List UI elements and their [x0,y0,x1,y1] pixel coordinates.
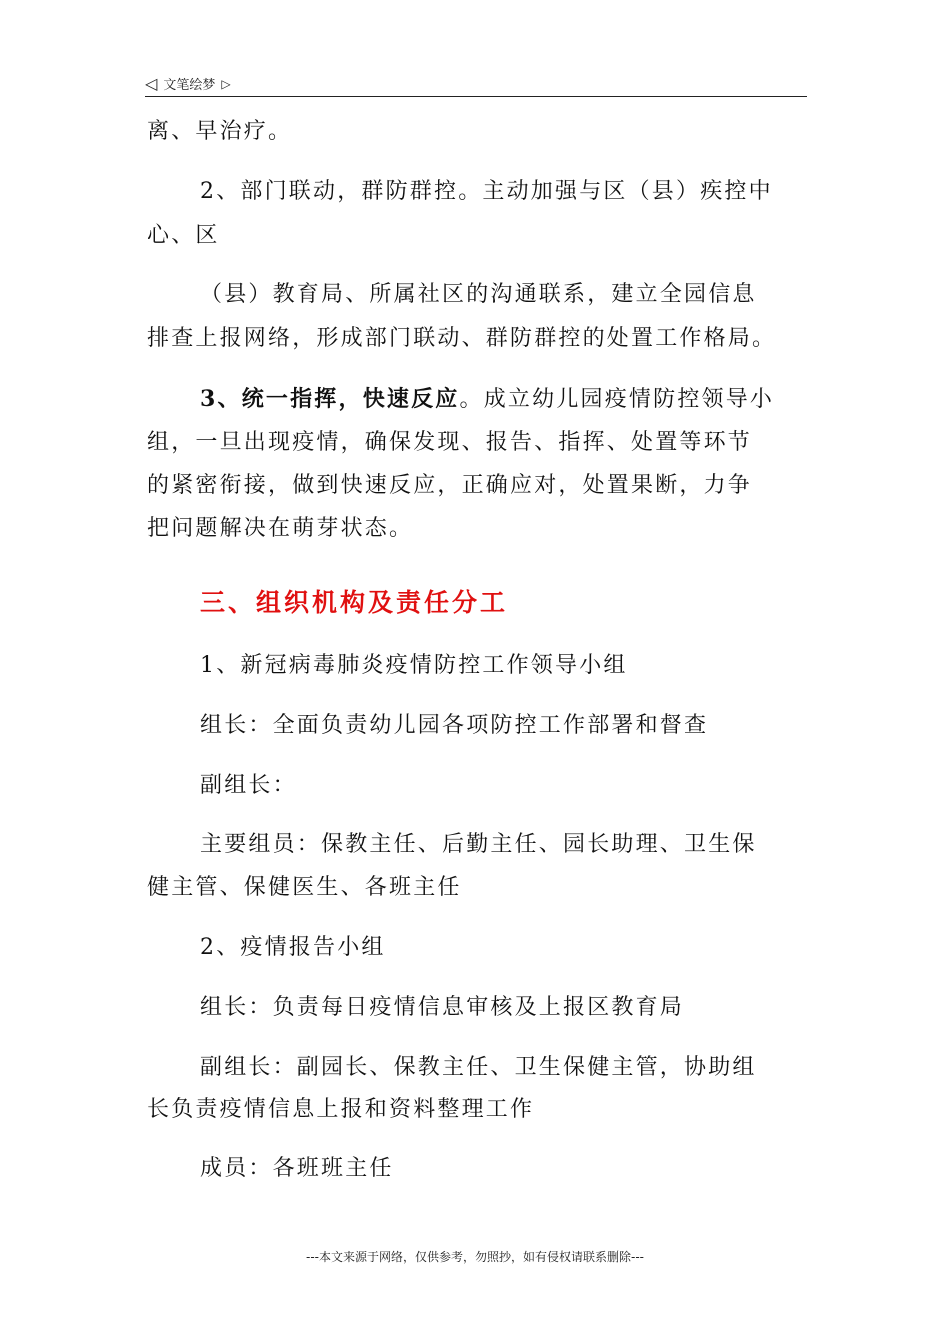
org-line: 主要组员：保教主任、后勤主任、园长助理、卫生保 [200,832,757,857]
header-rule [145,96,807,97]
page-footer: ---本文来源于网络，仅供参考，勿照抄，如有侵权请联系删除--- [306,1250,644,1264]
lead-rest: 。成立幼儿园疫情防控领导小 [459,387,775,412]
org-line: 健主管、保健医生、各班主任 [147,875,462,900]
org-line: 长负责疫情信息上报和资料整理工作 [147,1097,535,1122]
org-line: 2、疫情报告小组 [200,935,386,960]
org-line: 成员：各班班主任 [200,1156,394,1181]
right-triangle-icon: ▷ [221,76,231,91]
body-line: 排查上报网络，形成部门联动、群防群控的处置工作格局。 [147,326,777,351]
body-line: 把问题解决在萌芽状态。 [147,516,414,541]
section-heading: 三、组织机构及责任分工 [200,588,509,617]
header-brand [145,74,231,93]
left-triangle-icon: ◁ [145,73,158,93]
body-line: 离、早治疗。 [147,119,293,144]
org-line: 1、新冠病毒肺炎疫情防控工作领导小组 [200,653,628,678]
body-line: 组，一旦出现疫情，确保发现、报告、指挥、处置等环节 [147,430,753,455]
bold-lead: 3、统一指挥，快速反应 [200,386,460,412]
body-line: 的紧密衔接，做到快速反应，正确应对，处置果断，力争 [147,473,753,498]
org-line: 副组长：副园长、保教主任、卫生保健主管，协助组 [200,1055,757,1080]
body-line: 2、部门联动，群防群控。主动加强与区（县）疾控中 [200,179,773,204]
page-header [145,72,807,98]
org-line: 组长：全面负责幼儿园各项防控工作部署和督查 [200,713,709,738]
brand-name: 文笔绘梦 [163,78,216,93]
body-line [200,388,774,411]
body-line: （县）教育局、所属社区的沟通联系，建立全园信息 [200,282,757,307]
org-line: 副组长： [200,773,297,798]
body-line: 心、区 [147,223,220,248]
org-line: 组长：负责每日疫情信息审核及上报区教育局 [200,995,685,1020]
